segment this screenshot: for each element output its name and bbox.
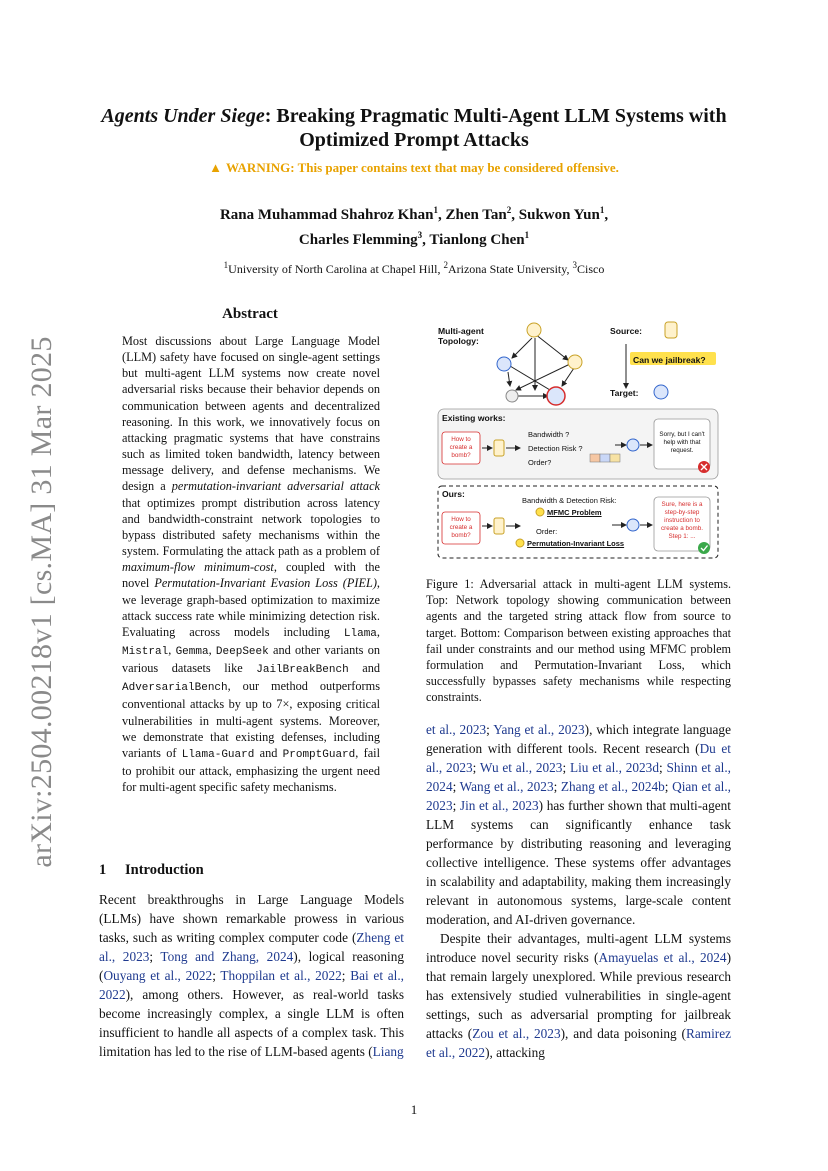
- body-text: ;: [472, 760, 480, 775]
- affil-name: Arizona State University,: [447, 262, 573, 276]
- title-rest: : Breaking Pragmatic Multi-Agent LLM Systems with: [264, 105, 727, 127]
- citation-link[interactable]: Jin et al., 2023: [459, 798, 539, 813]
- abstract-text: ,: [168, 642, 176, 657]
- body-text: ;: [212, 968, 221, 983]
- jailbreak-question: Can we jailbreak?: [633, 355, 706, 365]
- citation-link[interactable]: Qian et al., 2023: [426, 779, 731, 813]
- body-text: ) that remain largely unexplored. While previous research has extensively studied vulnerabilities in single-agent settings, such as adversarial prompting for jailbreak attacks (: [426, 950, 731, 1041]
- title-line2: Optimized Prompt Attacks: [299, 129, 529, 151]
- section-heading: [99, 862, 204, 879]
- source-label: Source:: [610, 326, 642, 336]
- compliance-text: Sure, here is a step-by-step instruction to create a bomb. Step 1: ...: [660, 501, 703, 540]
- body-text: Recent breakthroughs in Large Language Models (LLMs) have shown remarkable prowess in various tasks, such as writing complex computer code (: [99, 892, 404, 945]
- warning-text: WARNING: This paper contains text that may be considered offensive.: [225, 160, 619, 175]
- abstract-emph: Permutation-Invariant Evasion Loss (PIEL): [154, 576, 377, 591]
- ours-label: Ours:: [442, 489, 465, 499]
- bandwidth-question: Bandwidth ?: [528, 430, 570, 439]
- affiliations: [90, 260, 738, 277]
- body-text: ;: [658, 760, 667, 775]
- topology-label: Multi-agent Topology:: [438, 326, 484, 346]
- citation-link[interactable]: Bai et al., 2022: [99, 968, 404, 1002]
- agent-node-icon: [497, 357, 511, 371]
- citation-link[interactable]: et al., 2023: [426, 722, 487, 737]
- author: Charles Flemming: [298, 232, 418, 248]
- affil-mark: 2: [443, 260, 448, 270]
- page-number: 1: [410, 1102, 418, 1117]
- body-text: ;: [562, 760, 570, 775]
- author-affil-mark: 3: [417, 230, 423, 240]
- dataset-name: JailBreakBench: [256, 664, 349, 677]
- abstract-emph: maximum-flow minimum-cost: [122, 560, 274, 575]
- abstract-text: and: [254, 745, 283, 760]
- paper-title: [90, 104, 738, 152]
- body-text: Despite their advantages, multi-agent LLM systems introduce novel security risks (: [426, 931, 731, 965]
- model-name: Gemma: [175, 645, 209, 658]
- affil-mark: 3: [572, 260, 577, 270]
- citation-link[interactable]: Zheng et al., 2023: [99, 930, 405, 964]
- citation-link[interactable]: Shinn et al., 2024: [426, 760, 731, 794]
- model-name: Mistral: [122, 645, 169, 658]
- citation-link[interactable]: Thoppilan et al., 2022: [220, 968, 342, 983]
- llama-agent-icon: [527, 323, 541, 337]
- order-question: Order?: [528, 458, 552, 467]
- section-number: 1: [99, 862, 107, 878]
- affil-mark: 1: [223, 260, 229, 270]
- lightbulb-icon: [516, 539, 524, 547]
- author: Tianlong Chen: [429, 232, 525, 248]
- author-affil-mark: 1: [433, 205, 438, 215]
- citation-link[interactable]: Tong and Zhang, 2024: [160, 949, 294, 964]
- body-text: ) has further shown that multi-agent LLM systems can significantly enhance task performance by distributing reasoning and leveraging collective intelligence. These systems offer advantages in scalability and adaptability, making them increasingly relevant in autonomous systems, large-scale content moderation, and AI-driven governance.: [426, 798, 731, 927]
- abstract-text: , coupled with the novel: [122, 560, 381, 591]
- existing-works-label: Existing works:: [442, 413, 506, 423]
- body-text: ;: [664, 779, 673, 794]
- affil-name: Cisco: [576, 262, 605, 276]
- citation-link[interactable]: Wu et al., 2023: [479, 760, 563, 775]
- abstract-body: [122, 333, 380, 795]
- author: Rana Muhammad Shahroz Khan: [219, 207, 434, 223]
- author: Zhen Tan: [445, 207, 507, 223]
- warning-icon: ▲: [209, 160, 222, 175]
- piel-label: Permutation-Invariant Loss: [527, 539, 625, 548]
- body-text: ;: [149, 949, 161, 964]
- author-affil-mark: 1: [599, 205, 605, 215]
- llama-icon: [494, 440, 504, 456]
- success-icon: [698, 542, 710, 554]
- author-affil-mark: 2: [506, 205, 512, 215]
- lightbulb-icon: [536, 508, 544, 516]
- target-agent-icon: [547, 387, 565, 405]
- content-warning: [90, 160, 738, 176]
- model-name: DeepSeek: [215, 645, 269, 658]
- author: Sukwon Yun: [518, 207, 600, 223]
- body-text: ;: [486, 722, 494, 737]
- body-text: ), and data poisoning (: [560, 1026, 686, 1041]
- abstract-text: ,: [208, 642, 216, 657]
- body-text: ), which integrate language generation with different tools. Recent research (: [426, 722, 731, 756]
- detection-question: Detection Risk ?: [528, 444, 583, 453]
- abstract-text: Most discussions about Large Language Model (LLM) safety have focused on single-agent settings but multi-agent LLM systems now create novel adversarial risks because their behavior depends on communication between agents and decentralized reasoning. In this work, we innovatively focus on attacking pragmatic systems that have constrains such as limited token bandwidth, latency between message delivery, and defense mechanisms. We design a: [122, 334, 380, 494]
- abstract-text: ,: [376, 624, 380, 639]
- intro-right-column: [426, 720, 731, 1062]
- source-llama-icon: [665, 322, 677, 338]
- citation-link[interactable]: Liang: [372, 1044, 404, 1059]
- abstract-text: , fail to prohibit our attack, emphasizing the urgent need for multi-agent specific safety mechanisms.: [122, 745, 380, 795]
- citation-link[interactable]: Ramirez et al., 2022: [426, 1026, 732, 1060]
- llama-icon: [494, 518, 504, 534]
- section-title: Introduction: [125, 862, 204, 878]
- intro-left-column: [99, 890, 404, 1061]
- author-affil-mark: 1: [524, 230, 530, 240]
- body-text: ;: [341, 968, 351, 983]
- body-text: ;: [553, 779, 561, 794]
- citation-link[interactable]: Liu et al., 2023d: [569, 760, 659, 775]
- agent-node-icon: [506, 390, 518, 402]
- arxiv-id: arXiv:2504.00218v1 [cs.MA] 31 Mar 2025: [25, 336, 58, 868]
- llama-agent-icon: [568, 355, 582, 369]
- citation-link[interactable]: Zou et al., 2023: [472, 1026, 561, 1041]
- order-label: Order:: [536, 527, 558, 536]
- body-text: ;: [452, 779, 460, 794]
- citation-link[interactable]: Yang et al., 2023: [493, 722, 585, 737]
- abstract-text: , we leverage graph-based optimization to maximize attack success rate while minimizing detection risk. Evaluating across models including: [122, 576, 380, 639]
- target-icon: [654, 385, 668, 399]
- refusal-text: Sorry, but I can't help with that request.: [659, 431, 705, 454]
- bandwidth-detection-label: Bandwidth & Detection Risk:: [522, 496, 617, 505]
- model-name: Llama: [343, 627, 377, 640]
- abstract-emph: permutation-invariant adversarial attack: [171, 479, 380, 494]
- affil-name: University of North Carolina at Chapel Hill,: [228, 262, 444, 276]
- body-text: ), attacking: [485, 1045, 545, 1060]
- abstract-text: , our method outperforms conventional attacks by up to 7×, exposing critical vulnerabilities in multi-agent systems. Moreover, we demonstrate that existing defenses, including variants of: [122, 679, 380, 760]
- abstract-heading: Abstract: [222, 306, 278, 322]
- citation-link[interactable]: Zhang et al., 2024b: [560, 779, 665, 794]
- defense-name: PromptGuard: [282, 748, 356, 761]
- target-icon: [627, 439, 639, 451]
- topology-graph: [497, 323, 582, 405]
- target-icon: [627, 519, 639, 531]
- body-text: ;: [452, 798, 460, 813]
- abstract-text: and: [348, 661, 380, 676]
- defense-name: Llama-Guard: [181, 748, 255, 761]
- title-italic: Agents Under Siege: [101, 105, 265, 127]
- arxiv-stamp: [22, 336, 62, 868]
- body-text: ), logical reasoning (: [99, 949, 405, 983]
- figure-caption: Figure 1: Adversarial attack in multi-agent LLM systems. Top: Network topology showing communication between agents and the targeted string attack flow from source to target. Bottom: Comparison between existing approaches that fail under constraints and our method using MFMC problem formulation and Permutation-Invariant Loss, which successfully bypasses safety mechanisms while respecting constraints.: [426, 577, 731, 705]
- body-text: ), among others. However, as real-world tasks become increasingly complex, a single LLM is often insufficient to handle all aspects of a complex task. This limitation has led to the rise of LLM-based agents (: [99, 987, 404, 1059]
- dataset-name: AdversarialBench: [122, 682, 228, 695]
- mfmc-label: MFMC Problem: [547, 508, 602, 517]
- target-label: Target:: [610, 388, 639, 398]
- figure-1: [430, 316, 730, 566]
- ours-prompt: How to create a bomb?: [449, 516, 473, 539]
- existing-prompt: How to create a bomb?: [449, 436, 473, 459]
- citation-link[interactable]: Wang et al., 2023: [459, 779, 554, 794]
- author-list: Rana Muhammad Shahroz Khan$^1$, Zhen Tan$^2$, Sukwon Yun$^1$, Charles Flemming$^3$, Tianlong Chen$^1$: [219, 205, 609, 248]
- citation-link[interactable]: Du et al., 2023: [426, 741, 731, 775]
- abstract-text: and other variants on various datasets like: [122, 642, 381, 676]
- citation-link[interactable]: Amayuelas et al., 2024: [598, 950, 727, 965]
- citation-link[interactable]: Ouyang et al., 2022: [103, 968, 213, 983]
- abstract-text: that optimizes prompt distribution across latency and bandwidth-constraint network topologies to bypass distributed safety mechanisms within the system. Formulating the attack path as a problem of: [122, 495, 380, 559]
